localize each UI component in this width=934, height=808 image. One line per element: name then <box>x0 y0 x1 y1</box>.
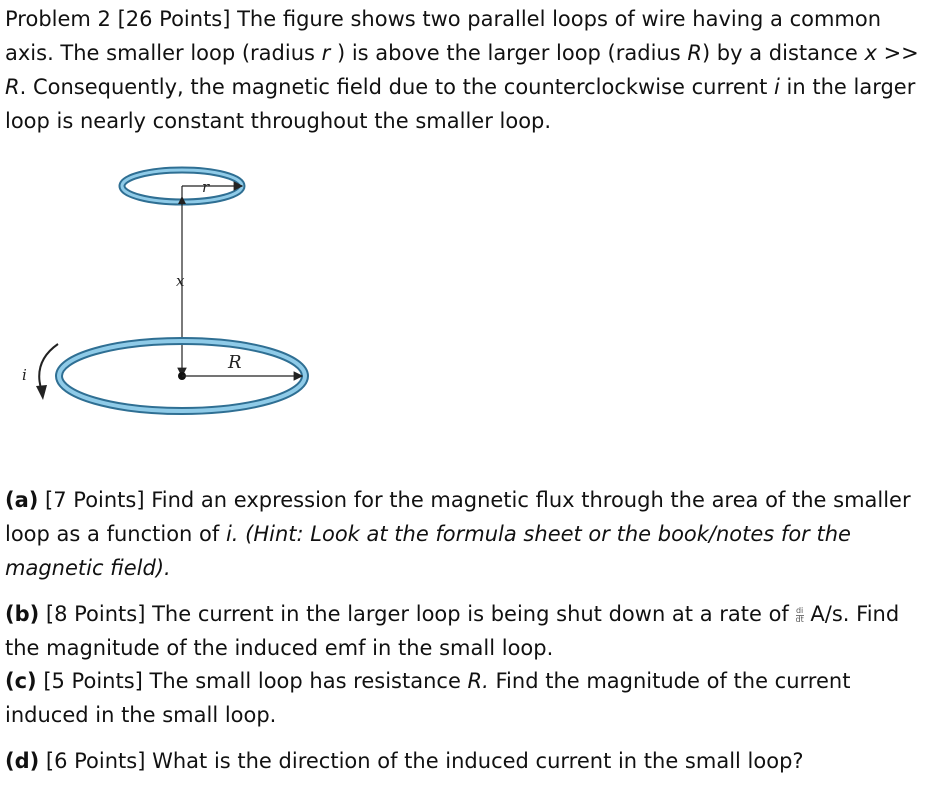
part-d-text: [6 Points] What is the direction of the induced current in the small loop? <box>39 749 804 773</box>
intro-text: ) by a distance <box>701 41 865 65</box>
part-c-text: [5 Points] The small loop has resistance <box>36 669 468 693</box>
current-arrowhead-icon <box>36 385 47 400</box>
intro-text: . Consequently, the magnetic field due to the counterclockwise current <box>19 75 775 99</box>
didt-fraction <box>796 607 804 624</box>
intro-var-R: R <box>687 41 702 65</box>
label-x: x <box>176 272 185 290</box>
part-c <box>5 664 927 732</box>
part-b <box>5 597 927 665</box>
part-b-text-2: A/s. Find the magnitude of the induced emf in the small loop. <box>5 602 900 660</box>
part-a-tag: (a) <box>5 488 39 512</box>
label-i: i <box>22 366 27 384</box>
part-a-var-i: i. <box>225 522 239 546</box>
intro-var-x: x <box>864 41 877 65</box>
part-a-text: [7 Points] Find an expression for the magnetic flux through the area of the smaller loop as a function of <box>5 488 911 546</box>
loops-figure <box>0 150 340 460</box>
intro-var-R: R <box>5 75 20 99</box>
label-r: r <box>202 178 210 196</box>
current-arrow-icon <box>39 344 58 392</box>
label-R: R <box>228 352 242 373</box>
intro-text: ) is above the larger loop (radius <box>330 41 688 65</box>
intro-text: Problem 2 [26 Points] The figure shows two parallel loops of wire having a common axis. The smaller loop (radius <box>5 7 882 65</box>
intro-var-i: i <box>774 75 780 99</box>
intro-text: in the larger loop is nearly constant throughout the smaller loop. <box>5 75 916 133</box>
part-c-var-R: R. <box>467 669 489 693</box>
part-d-tag: (d) <box>5 749 40 773</box>
part-a-hint: (Hint: Look at the formula sheet or the book/notes for the magnetic field). <box>5 522 851 580</box>
intro-var-r: r <box>321 41 331 65</box>
part-b-text: [8 Points] The current in the larger loop is being shut down at a rate of <box>39 602 796 626</box>
part-d <box>5 744 927 778</box>
part-a <box>5 483 927 585</box>
fraction-denominator: dt <box>795 614 804 624</box>
part-c-text-2: Find the magnitude of the current induced in the small loop. <box>5 669 851 727</box>
fraction-numerator: di <box>795 605 804 615</box>
part-c-tag: (c) <box>5 669 37 693</box>
part-b-tag: (b) <box>5 602 40 626</box>
intro-text: >> <box>876 41 919 65</box>
problem-intro <box>5 2 927 138</box>
